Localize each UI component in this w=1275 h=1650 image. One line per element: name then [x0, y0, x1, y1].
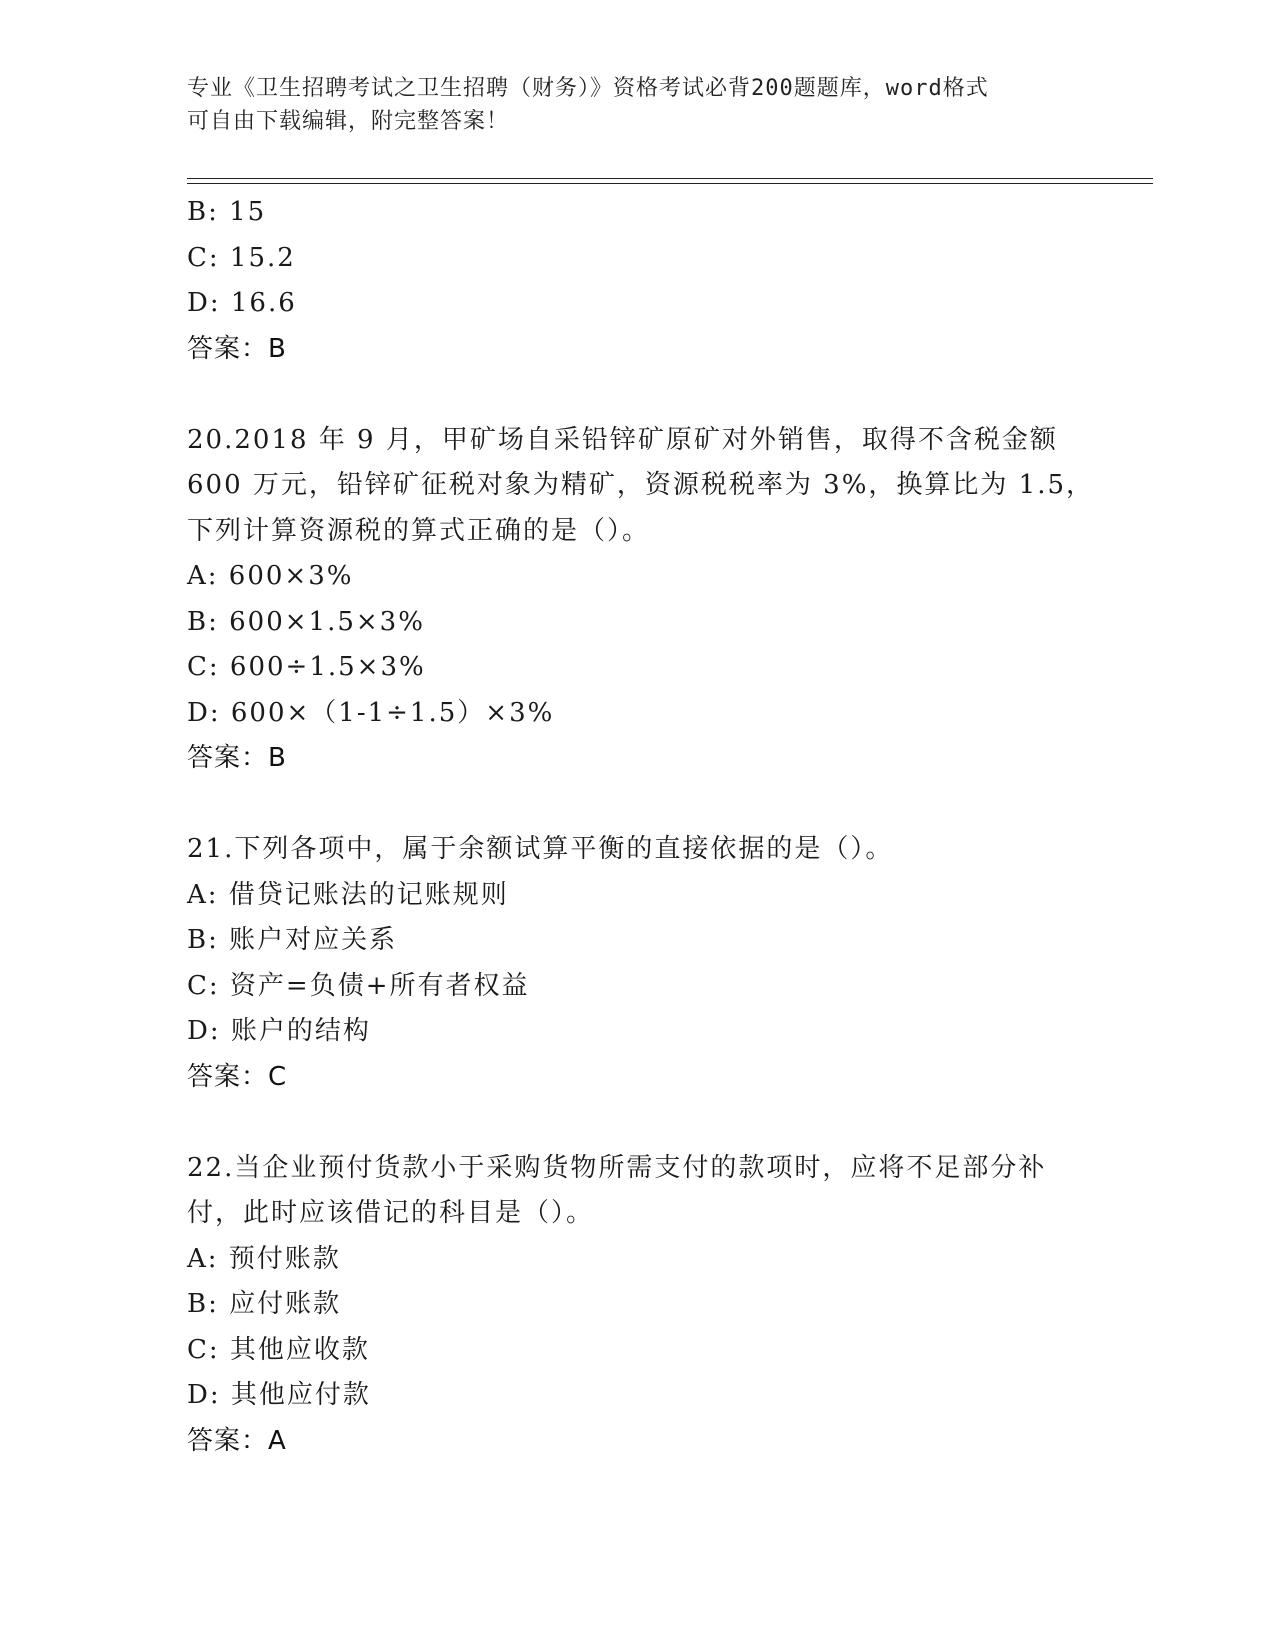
answer-label: 答案：	[187, 1425, 269, 1456]
question-text-line: 付，此时应该借记的科目是（）。	[187, 1198, 595, 1228]
header-line-1: 专业《卫生招聘考试之卫生招聘（财务）》资格考试必背200题题库，word格式	[187, 76, 989, 101]
spacer	[187, 1100, 1087, 1146]
option-a: A: 借贷记账法的记账规则	[187, 879, 509, 910]
question-text-line: 20.2018 年 9 月，甲矿场自采铅锌矿原矿对外销售，取得不含税金额	[187, 424, 1058, 455]
answer-value: B	[268, 333, 287, 364]
option-b: B: 600×1.5×3%	[187, 606, 425, 637]
question-21	[187, 827, 1087, 1100]
answer-line	[187, 736, 1087, 782]
question-20	[187, 418, 1095, 782]
answer-line	[187, 327, 1087, 373]
question-list	[187, 190, 1095, 1464]
question-fragment	[187, 190, 1087, 372]
answer-value: B	[268, 743, 287, 773]
option-a: A: 600×3%	[187, 561, 354, 591]
option-b: B: 账户对应关系	[187, 925, 398, 955]
option-d: D: 账户的结构	[187, 1016, 371, 1046]
option-d: D: 16.6	[187, 288, 297, 318]
option-b: B: 应付账款	[187, 1289, 342, 1319]
option-b: B: 15	[187, 197, 267, 227]
spacer	[187, 782, 1087, 828]
option-c: C: 600÷1.5×3%	[187, 652, 426, 682]
option-d: D: 600×（1-1÷1.5）×3%	[187, 697, 555, 728]
document-header	[187, 72, 1067, 138]
question-text-line: 21.下列各项中，属于余额试算平衡的直接依据的是（）。	[187, 834, 894, 864]
header-divider-bottom	[187, 183, 1153, 184]
question-text-line: 600 万元，铅锌矿征税对象为精矿，资源税税率为 3%，换算比为 1.5，	[187, 470, 1095, 500]
answer-value: C	[268, 1061, 288, 1092]
option-d: D: 其他应付款	[187, 1380, 371, 1410]
answer-line	[187, 1419, 1087, 1465]
answer-label: 答案：	[187, 1061, 269, 1092]
answer-line	[187, 1055, 1087, 1101]
answer-label: 答案：	[187, 743, 269, 773]
option-c: C: 15.2	[187, 242, 296, 273]
question-text-line: 下列计算资源税的算式正确的是（）。	[187, 515, 651, 546]
header-divider-top	[187, 178, 1153, 179]
question-22	[187, 1146, 1087, 1465]
option-a: A: 预付账款	[187, 1243, 341, 1274]
answer-label: 答案：	[187, 333, 269, 364]
answer-value: A	[268, 1425, 287, 1456]
header-line-2: 可自由下载编辑，附完整答案！	[187, 109, 510, 134]
option-c: C: 其他应收款	[187, 1334, 370, 1365]
spacer	[187, 372, 1087, 418]
question-text-line: 22.当企业预付货款小于采购货物所需支付的款项时，应将不足部分补	[187, 1152, 1047, 1183]
option-c: C: 资产=负债+所有者权益	[187, 970, 530, 1001]
